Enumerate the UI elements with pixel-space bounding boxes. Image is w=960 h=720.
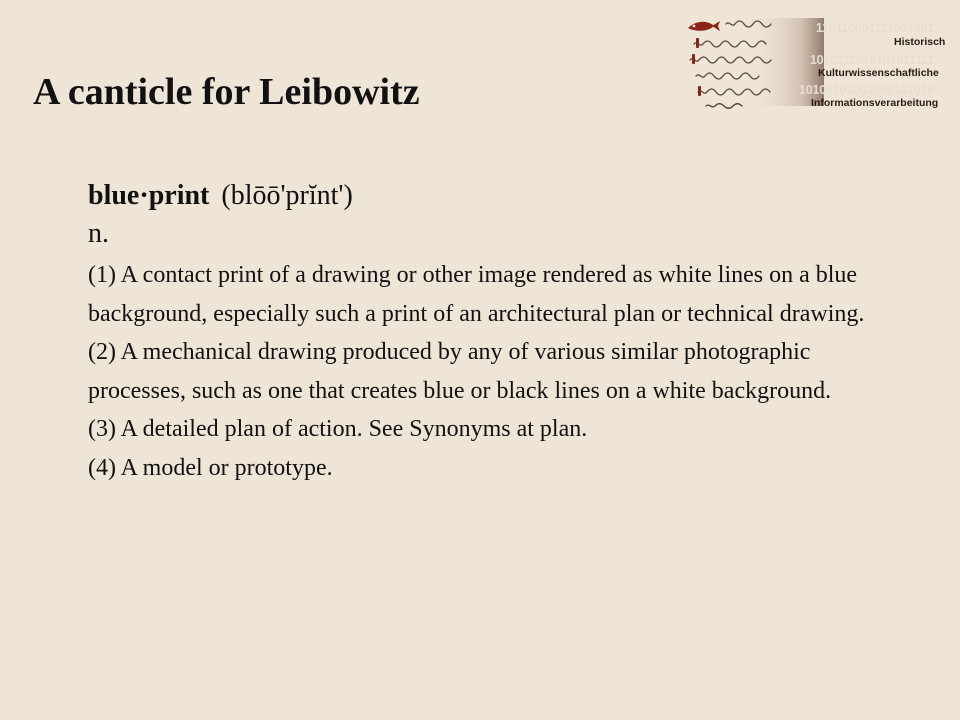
logo-label-kulturwissenschaftliche: Kulturwissenschaftliche bbox=[818, 67, 939, 79]
definition-2: (2) A mechanical drawing produced by any of various similar photographic processes, such as one that creates blue or black lines on a white background. bbox=[88, 339, 832, 404]
definition-4: (4) A model or prototype. bbox=[88, 454, 333, 481]
slide-title: A canticle for Leibowitz bbox=[33, 71, 420, 113]
logo-binary-line-3: 10100101001000101010 bbox=[798, 83, 934, 97]
pronunciation: (blōō'prĭnt') bbox=[221, 180, 353, 211]
definition-1: (1) A contact print of a drawing or other image rendered as white lines on a blue background, especially such a print of an architectural plan or technical drawing. bbox=[88, 262, 865, 327]
headword: blue·print bbox=[88, 180, 210, 211]
logo-label-historisch: Historisch bbox=[894, 36, 946, 48]
manuscript-logo-icon bbox=[684, 14, 824, 114]
logo-binary-line-1: 110110001111001001 bbox=[815, 21, 934, 35]
definition-list bbox=[88, 256, 908, 487]
part-of-speech: n. bbox=[88, 218, 109, 249]
logo-binary-line-2: 1010111010101011111 bbox=[809, 53, 934, 67]
dictionary-entry bbox=[88, 176, 908, 487]
headword-line bbox=[88, 176, 908, 216]
logo-label-informationsverarbeitung: Informationsverarbeitung bbox=[811, 97, 939, 109]
definition-3: (3) A detailed plan of action. See Synonyms at plan. bbox=[88, 416, 588, 442]
hki-logo bbox=[684, 14, 946, 114]
